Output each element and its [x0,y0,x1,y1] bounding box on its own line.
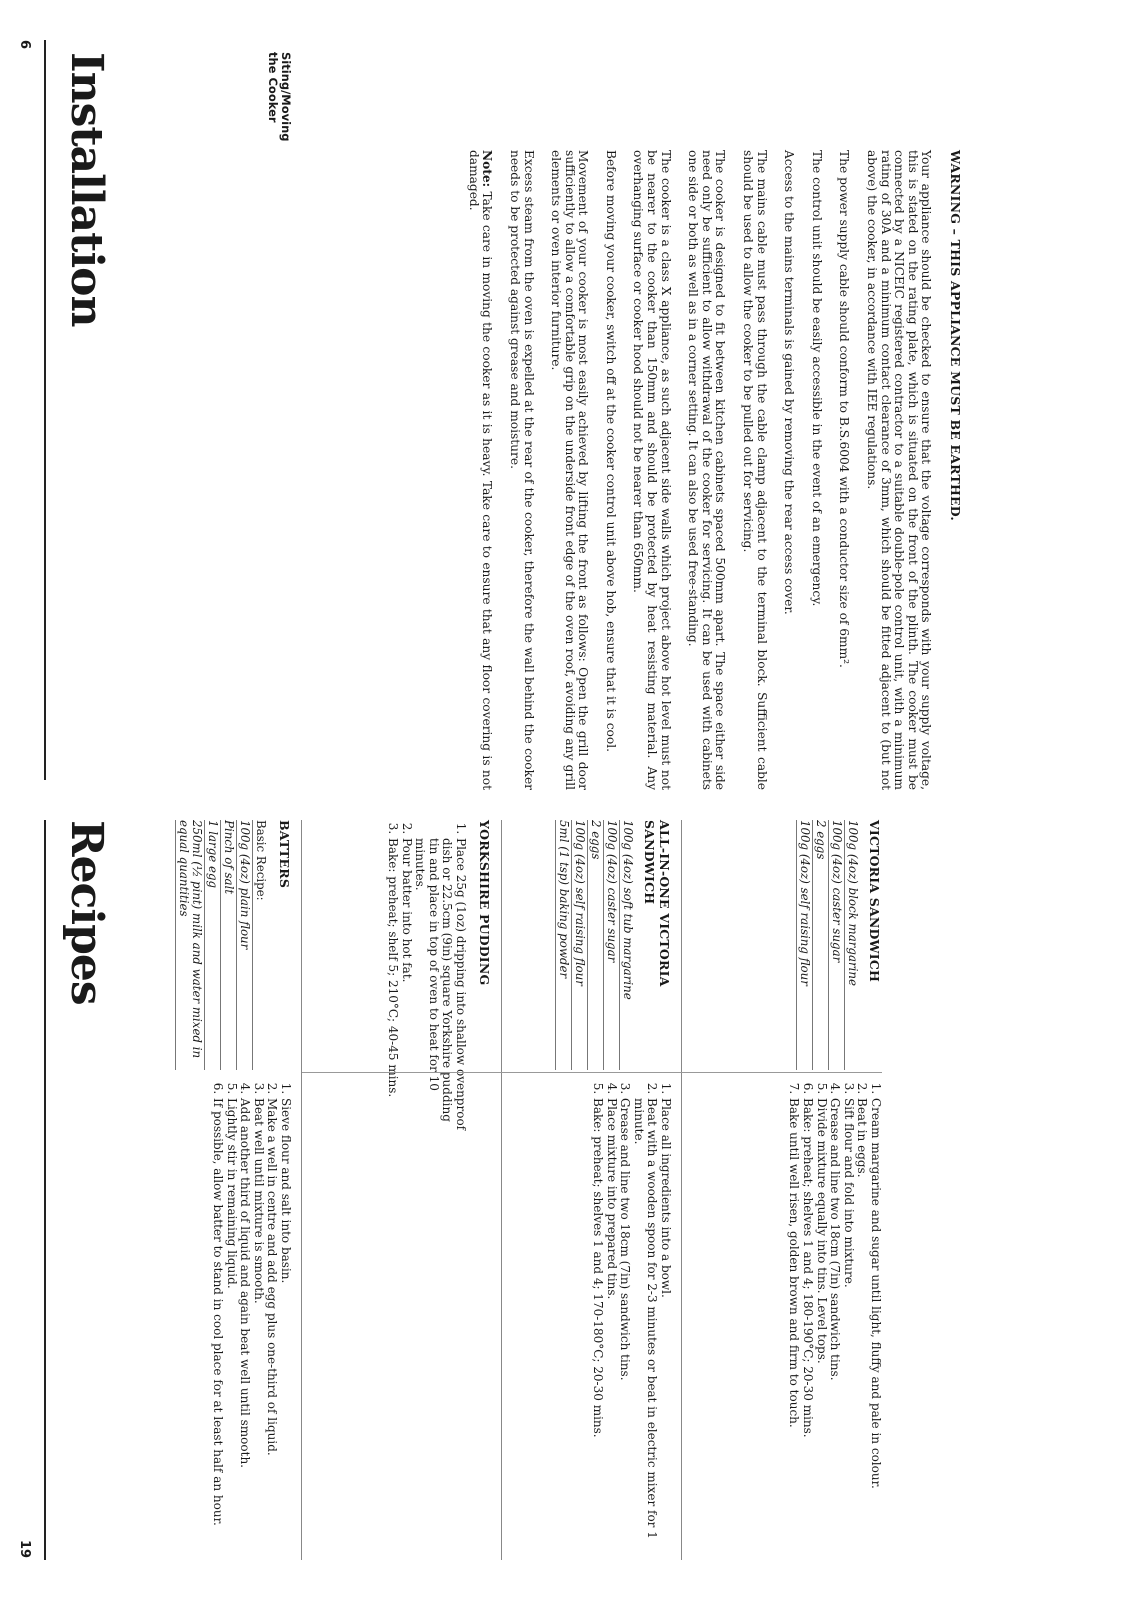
note-label: Note: [480,150,495,188]
batters-ingredients [174,820,292,1070]
method-step: 3. Sift flour and fold into mixture. [841,1098,855,1560]
method-step: 2. Make a well in centre and add egg plus one-third of liquid. [265,1098,279,1560]
installation-body [122,150,962,790]
batters-method [210,1080,292,1560]
allinone-heading: ALL-IN-ONE VICTORIA SANDWICH [642,820,672,987]
batters-heading: BATTERS [277,820,292,889]
installation-title-rule [44,40,46,780]
victoria-ingredients [795,820,882,1070]
siting-para-class-x: The cooker is a class X appliance, as such adjacent side walls which project above hot level must not be nearer to the cooker than 150mm and should be protected by heat resisting material. Any overhanging surface or cooker hood should not be nearer than 650mm. [631,150,673,790]
ingredient-row: 1 large egg [204,820,219,1070]
install-para-voltage: Your appliance should be checked to ensure that the voltage corresponds with your supply voltage, this is stated on the rating plate, which is situated on the front of the plinth. The cooker must be connected by a NICEIC registered contractor to a suitable double-pole control unit, with a minimum rating of 30A and a minimum contact clearance of 3mm, which should be fitted adjacent to (but not above) the cooker, in accordance with IEE regulations. [865,150,934,790]
method-step: 2. Pour batter into hot fat. [399,838,413,1138]
method-step: 4. Place mixture into prepared tins. [604,1098,618,1560]
ingredient-row: Pinch of salt [220,820,235,1070]
section-divider [681,820,682,1560]
ingredient-row: 100g (4oz) plain flour [236,820,251,1070]
method-step: 1. Place 25g (1oz) dripping into shallow ovenproof dish or 22.5cm (9in) square Yorkshire pudding tin and place in top of oven to heat for 10 minutes. [413,838,467,1138]
earthing-warning: WARNING – THIS APPLIANCE MUST BE EARTHED. [948,150,963,521]
siting-para-cabinets: The cooker is designed to fit between kitchen cabinets spaced 500mm apart. The space either side need only be sufficient to allow withdrawal of the cooker for servicing. It can be used with cabinets one side or both as well as in a corner setting. It can also be used free-standing. [686,150,728,790]
ingredient-row: 100g (4oz) self raising flour [796,820,811,1070]
ingredient-row: 5ml (1 tsp) baking powder [555,820,570,1070]
method-step: 6. If possible, allow batter to stand in cool place for at least half an hour. [210,1098,224,1560]
method-step: 3. Beat well until mixture is smooth. [251,1098,265,1560]
method-step: 1. Place all ingredients into a bowl. [658,1098,672,1560]
install-para-control-unit: The control unit should be easily accessible in the event of an emergency. [809,150,824,607]
ingredient-row: 100g (4oz) caster sugar [828,820,843,1070]
install-para-cable: The power supply cable should conform to B.S.6004 with a conductor size of 6mm². [837,150,852,668]
siting-note [466,150,493,790]
recipes-title: Recipes [61,820,112,1005]
method-step: 6. Bake: preheat; shelves 1 and 4; 180-190°C; 20-30 mins. [800,1098,814,1560]
page-number-left: 6 [17,40,32,50]
installation-title: Installation [61,52,112,327]
page-number-right: 19 [17,1540,32,1559]
victoria-heading: VICTORIA SANDWICH [867,820,882,983]
method-step: 2. Beat in eggs. [855,1098,869,1560]
siting-side-heading: Siting/Moving the Cooker [266,52,293,142]
method-step: 4. Add another third of liquid and again beat well until smooth. [238,1098,252,1560]
siting-para-before-moving: Before moving your cooker, switch off at the cooker control unit above hob, ensure that it is cool. [603,150,618,752]
section-divider [501,820,502,1560]
install-para-terminals: Access to the mains terminals is gained by removing the rear access cover. [782,150,797,615]
ingredient-row: 2 eggs [587,820,602,1070]
method-step: 7. Bake until well risen, golden brown and firm to touch. [787,1098,801,1560]
yorkshire-heading: YORKSHIRE PUDDING [477,820,492,986]
method-step: 5. Divide mixture equally into tins. Level tops. [814,1098,828,1560]
method-step: 1. Cream margarine and sugar until light, fluffy and pale in colour. [868,1098,882,1560]
section-divider [301,820,302,1560]
method-step: 5. Lightly stir in remaining liquid. [224,1098,238,1560]
ingredient-row: 100g (4oz) self raising flour [571,820,586,1070]
note-text: Take care in moving the cooker as it is heavy. Take care to ensure that any floor covering is not damaged. [466,150,495,790]
siting-para-steam: Excess steam from the oven is expelled at the rear of the cooker, therefore the wall behind the cooker needs to be protected against grease and moisture. [507,150,536,790]
method-step: 2. Beat with a wooden spoon for 2-3 minutes or beat in electric mixer for 1 minute. [631,1098,658,1560]
siting-para-movement: Movement of your cooker is most easily achieved by lifting the front as follows: Open the grill door sufficiently to allow a comfortable grip on the underside front edge of the oven roof, avoiding any grill elements or oven interior furniture. [549,150,591,790]
ingredient-row: 100g (4oz) soft tub margarine [619,820,634,1070]
method-step: 5. Bake: preheat; shelves 1 and 4; 170-180°C; 20-30 mins. [590,1098,604,1560]
ingredient-row: 100g (4oz) caster sugar [603,820,618,1070]
allinone-ingredients [554,820,672,1070]
column-divider [302,1072,882,1073]
allinone-method [590,1080,672,1560]
ingredient-row: 100g (4oz) block margarine [844,820,859,1070]
method-step: 3. Grease and line two 18cm (7in) sandwich tins. [618,1098,632,1560]
method-step: 4. Grease and line two 18cm (7in) sandwich tins. [828,1098,842,1560]
yorkshire-section [385,820,492,1560]
ingredient-row: 250ml (½ pint) milk and water mixed in equal quantities [175,820,203,1070]
victoria-method [787,1080,882,1560]
install-para-mains-cable: The mains cable must pass through the cable clamp adjacent to the terminal block. Sufficient cable should be used to allow the cooker to be pulled out for servicing. [741,150,769,790]
batters-basic-label: Basic Recipe: [252,820,267,1070]
ingredient-row: 2 eggs [812,820,827,1070]
method-step: 3. Bake: preheat; shelf 5; 210°C; 40-45 mins. [385,838,399,1138]
recipes-title-rule [44,820,46,1560]
method-step: 1. Sieve flour and salt into basin. [278,1098,292,1560]
